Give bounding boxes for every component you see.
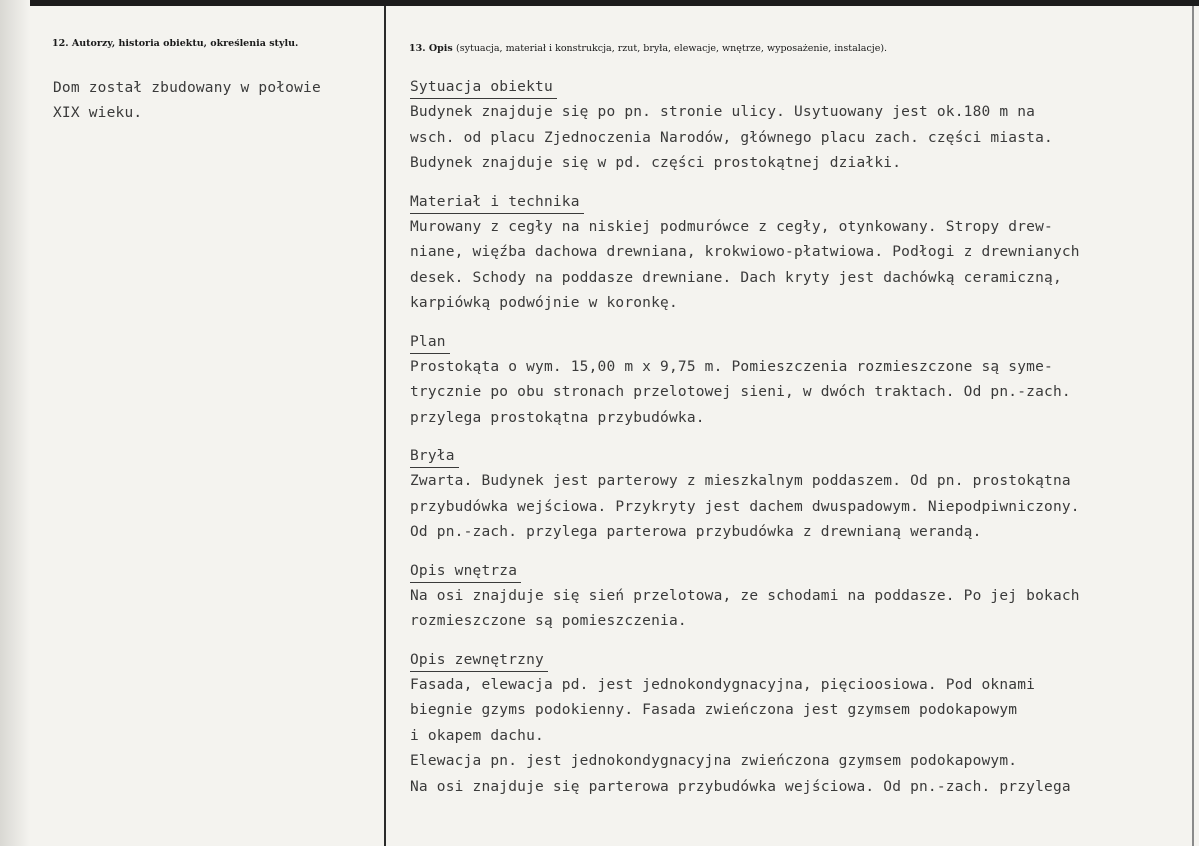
scan-top-edge (30, 0, 1199, 6)
section-situation (410, 76, 1185, 177)
section-exterior (410, 649, 1185, 801)
section-body: Fasada, elewacja pd. jest jednokondygnacyjna, pięcioosiowa. Pod oknami biegnie gzyms podokienny. Fasada zwieńczona jest gzymsem podokapowym i okapem dachu. Elewacja pn. jest jednokondygnacyjna zwieńczona gzymsem podokapowym. Na osi znajduje się parterowa przybudówka wejściowa. Od pn.-zach. przylega (410, 676, 1071, 795)
field-12-title: Autorzy, historia obiektu, określenia stylu. (71, 38, 299, 49)
section-material (410, 191, 1185, 317)
section-massing (410, 445, 1185, 546)
section-title: Bryła (410, 445, 459, 468)
section-title: Plan (410, 331, 450, 354)
field-12-number: 12. (52, 38, 69, 49)
right-border (1192, 6, 1194, 846)
section-body: Zwarta. Budynek jest parterowy z mieszkalnym poddaszem. Od pn. prostokątna przybudówka wejściowa. Przykryty jest dachem dwuspadowym. Niepodpiwniczony. Od pn.-zach. przylega parterowa przybudówka z drewnianą werandą. (410, 473, 1080, 540)
section-plan (410, 331, 1185, 432)
section-body: Murowany z cegły na niskiej podmurówce z cegły, otynkowany. Stropy drew- niane, więźba dachowa drewniana, krokwiowo-płatwiowa. Podłogi z drewnianych desek. Schody na poddasze drewniane. Dach kryty jest dachówką ceramiczną, karpiówką podwójnie w koronkę. (410, 218, 1080, 311)
scan-left-edge (0, 0, 30, 846)
section-body: Na osi znajduje się sień przelotowa, ze schodami na poddasze. Po jej bokach rozmieszczone są pomieszczenia. (410, 587, 1080, 629)
section-body: Prostokąta o wym. 15,00 m x 9,75 m. Pomieszczenia rozmieszczone są syme- trycznie po obu stronach przelotowej sieni, w dwóch traktach. Od pn.-zach. przylega prostokątna przybudówka. (410, 358, 1071, 426)
section-interior (410, 560, 1185, 635)
field-13-body (410, 76, 1185, 814)
field-13-header (409, 43, 887, 54)
field-12-header (52, 38, 298, 49)
section-body: Budynek znajduje się po pn. stronie ulicy. Usytuowany jest ok.180 m na wsch. od placu Zjednoczenia Narodów, głównego placu zach. części miasta. Budynek znajduje się w pd. części prostokątnej działki. (410, 104, 1053, 171)
section-title: Materiał i technika (410, 191, 584, 214)
field-12-body: Dom został zbudowany w połowie XIX wieku. (53, 80, 321, 121)
section-title: Opis zewnętrzny (410, 649, 548, 672)
column-divider (384, 6, 386, 846)
section-title: Opis wnętrza (410, 560, 521, 583)
field-13-subtitle: (sytuacja, materiał i konstrukcja, rzut, bryła, elewacje, wnętrze, wyposażenie, instalacje). (456, 43, 888, 54)
field-13-number: 13. (409, 43, 426, 54)
section-title: Sytuacja obiektu (410, 76, 557, 99)
field-13-title: Opis (428, 43, 453, 54)
